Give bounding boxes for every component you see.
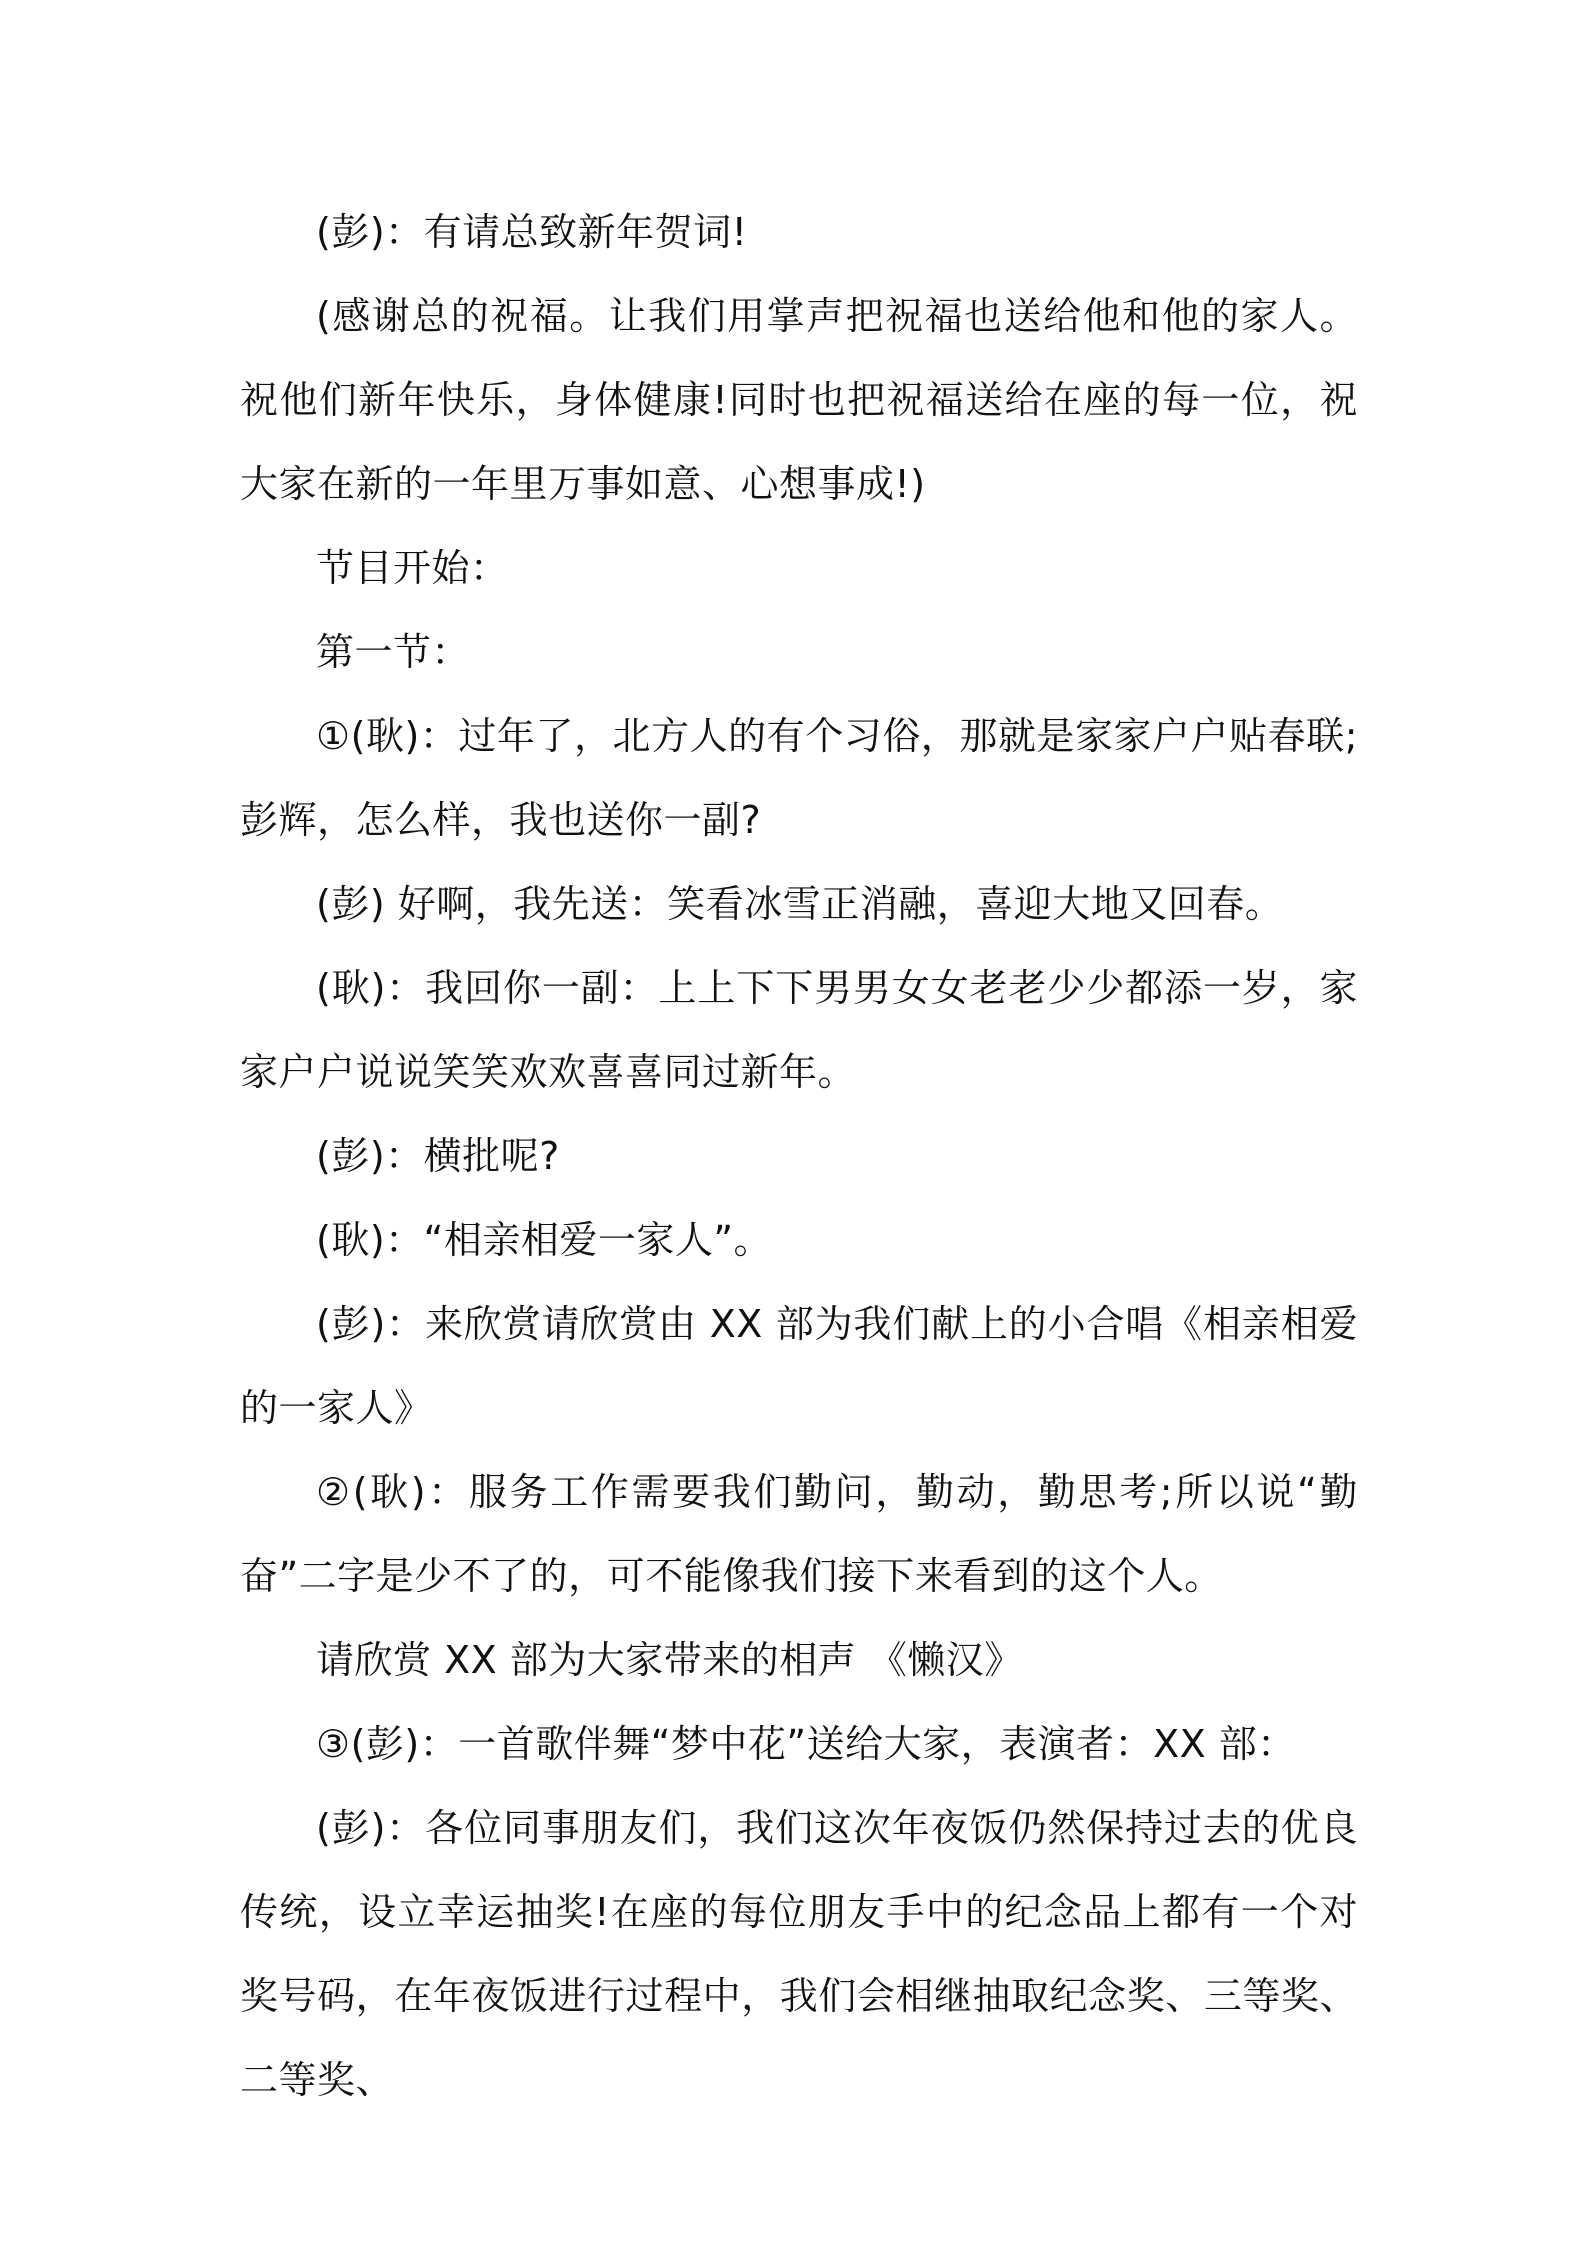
paragraph: (彭) 好啊，我先送：笑看冰雪正消融，喜迎大地又回春。 — [316, 882, 1284, 926]
paragraph: (彭)：来欣赏请欣赏由 XX 部为我们献上的小合唱《相亲相爱的一家人》 — [240, 1302, 1358, 1430]
paragraph: (感谢总的祝福。让我们用掌声把祝福也送给他和他的家人。祝他们新年快乐，身体健康!同时也把祝福送给在座的每一位，祝大家在新的一年里万事如意、心想事成!) — [240, 294, 1358, 506]
paragraph: 请欣赏 XX 部为大家带来的相声 《懒汉》 — [316, 1638, 1023, 1682]
paragraph: ②(耿)：服务工作需要我们勤问，勤动，勤思考;所以说“勤奋”二字是少不了的，可不能像我们接下来看到的这个人。 — [240, 1470, 1358, 1598]
paragraph: 第一节： — [316, 630, 471, 674]
document-body — [240, 190, 1358, 2122]
paragraph: (耿)：“相亲相爱一家人”。 — [316, 1218, 773, 1262]
paragraph: (耿)：我回你一副：上上下下男男女女老老少少都添一岁，家家户户说说笑笑欢欢喜喜同过新年。 — [240, 966, 1358, 1094]
paragraph: (彭)：横批呢? — [316, 1134, 560, 1178]
paragraph: (彭)：有请总致新年贺词! — [316, 210, 748, 254]
paragraph: 节目开始： — [316, 546, 509, 590]
paragraph: ③(彭)：一首歌伴舞“梦中花”送给大家，表演者：XX 部： — [316, 1722, 1296, 1766]
paragraph: (彭)：各位同事朋友们，我们这次年夜饭仍然保持过去的优良传统，设立幸运抽奖!在座的每位朋友手中的纪念品上都有一个对奖号码，在年夜饭进行过程中，我们会相继抽取纪念奖、三等奖、二等奖、 — [240, 1806, 1358, 2102]
paragraph: ①(耿)：过年了，北方人的有个习俗，那就是家家户户贴春联;彭辉，怎么样，我也送你一副? — [240, 714, 1358, 842]
